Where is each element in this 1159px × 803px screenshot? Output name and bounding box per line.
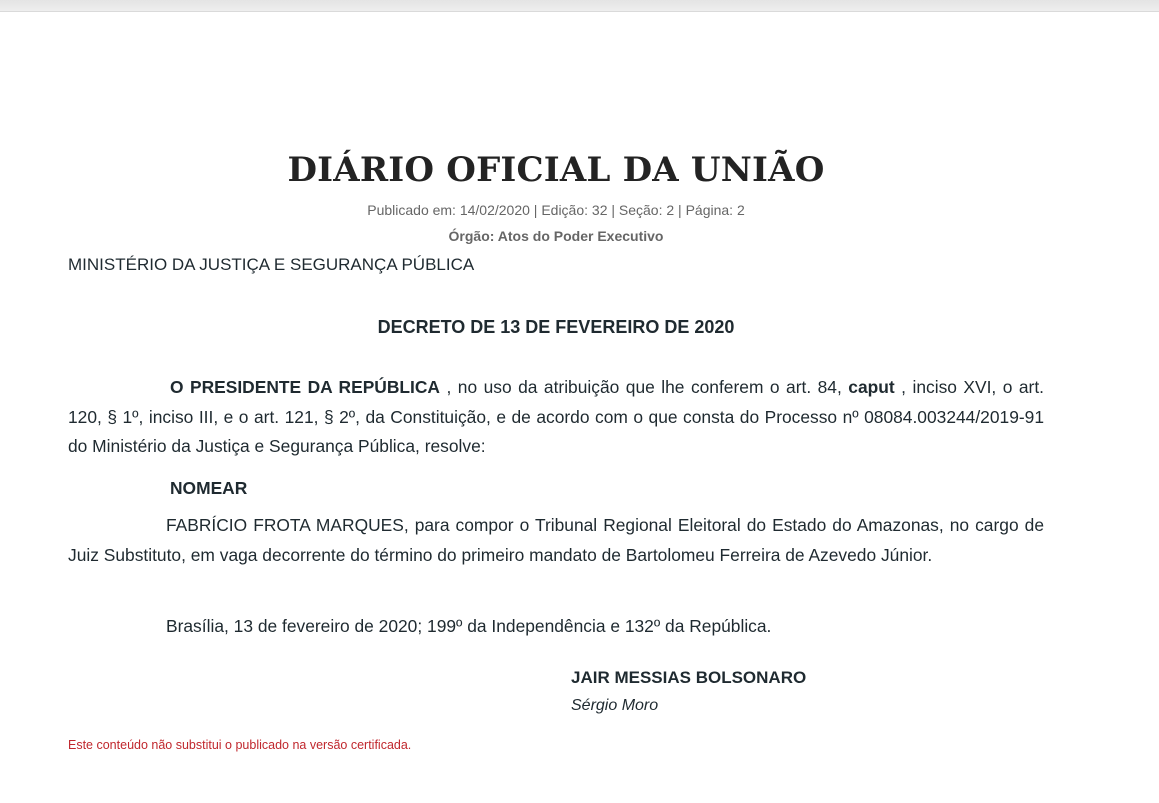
ministry-name: MINISTÉRIO DA JUSTIÇA E SEGURANÇA PÚBLICA: [68, 255, 475, 274]
nomear-paragraph: [68, 474, 1044, 504]
cosigner-name: Sérgio Moro: [571, 697, 659, 714]
date-text: Brasília, 13 de fevereiro de 2020; 199º da Independência e 132º da República.: [166, 616, 772, 636]
preamble-text-a: , no uso da atribuição que lhe conferem o art. 84,: [446, 377, 842, 397]
document-page: [68, 0, 1044, 803]
caput-label: caput: [848, 377, 895, 397]
disclaimer-text: Este conteúdo não substitui o publicado na versão certificada.: [68, 738, 412, 752]
appointment-paragraph: [68, 511, 1044, 570]
signer-name: JAIR MESSIAS BOLSONARO: [571, 668, 807, 687]
page-title: DIÁRIO OFICIAL DA UNIÃO: [287, 150, 825, 190]
publication-meta: Publicado em: 14/02/2020 | Edição: 32 | Seção: 2 | Página: 2: [367, 202, 745, 218]
decree-title: DECRETO DE 13 DE FEVEREIRO DE 2020: [377, 317, 735, 337]
appointment-text: FABRÍCIO FROTA MARQUES, para compor o Tribunal Regional Eleitoral do Estado do Amazonas, no cargo de Juiz Substituto, em vaga decorrente do término do primeiro mandato de Bartolomeu Ferreira de Azevedo Júnior.: [68, 515, 1044, 565]
president-label: O PRESIDENTE DA REPÚBLICA: [170, 377, 440, 397]
date-paragraph: [68, 612, 1044, 642]
orgao-label: Órgão: Atos do Poder Executivo: [448, 228, 664, 244]
nomear-label: NOMEAR: [170, 478, 248, 498]
decree-preamble: [68, 373, 1044, 462]
preamble-text-b: , inciso XVI, o art. 120, § 1º, inciso III, e o art. 121, § 2º, da Constituição, e de acordo com o que consta do Processo nº 08084.003244/2019-91 do Ministério da Justiça e Segurança Pública, resolve:: [68, 377, 1045, 456]
